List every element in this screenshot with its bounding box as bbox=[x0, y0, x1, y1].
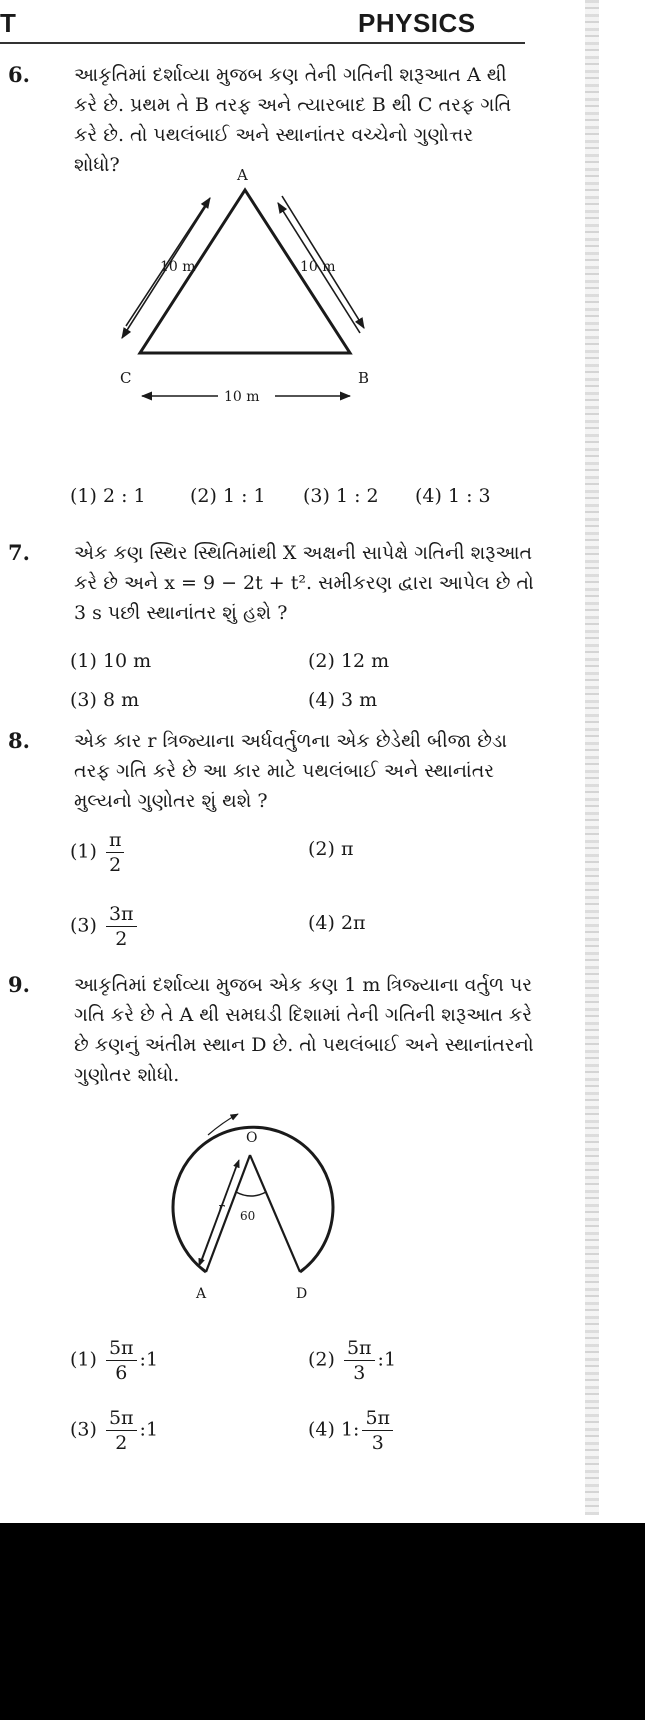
page-subject-title: PHYSICS bbox=[358, 8, 476, 38]
fraction-denominator: 6 bbox=[115, 1362, 128, 1384]
q8-option-4[interactable]: (4) 2π bbox=[308, 912, 366, 934]
fraction-denominator: 2 bbox=[115, 928, 128, 950]
q6-option-4[interactable]: (4) 1 : 3 bbox=[415, 485, 491, 507]
point-a-label: A bbox=[196, 1286, 207, 1302]
q9-option-3[interactable] bbox=[70, 1406, 158, 1455]
side-right-label: 10 m bbox=[300, 259, 336, 275]
point-d-label: D bbox=[296, 1286, 308, 1302]
q7-text: એક કણ સ્થિર સ્થિતિમાંથી X અક્ષની સાપેક્ષે ગતિની શરૂઆત કરે છે અને x = 9 − 2t + t². સમીકરણ દ્વારા આપેલ છે તો 3 s પછી સ્થાનાંતર શું હશે ? bbox=[74, 542, 534, 624]
q7-option-4[interactable]: (4) 3 m bbox=[308, 689, 378, 711]
q9-option-1[interactable] bbox=[70, 1336, 158, 1385]
header-rule bbox=[0, 42, 525, 44]
ratio-suffix: :1 bbox=[139, 1348, 159, 1371]
q9-option-1-fraction bbox=[106, 1336, 137, 1385]
q9-option-2-label: (2) bbox=[308, 1348, 335, 1371]
fraction-numerator: π bbox=[106, 828, 125, 853]
q6-text: આકૃતિમાં દર્શાવ્યા મુજબ કણ તેની ગતિની શરૂઆત A થી કરે છે. પ્રથમ તે B તરફ અને ત્યારબાદ B થી C તરફ ગતિ કરે છે. તો પથલંબાઈ અને સ્થાનાંતર વચ્ચેનો ગુણોત્તર શોધો? bbox=[74, 64, 512, 176]
fraction-denominator: 3 bbox=[353, 1362, 366, 1384]
q9-option-2[interactable] bbox=[308, 1336, 396, 1385]
fraction-numerator: 5π bbox=[106, 1336, 137, 1361]
circle-arc bbox=[173, 1127, 333, 1272]
q6-option-3[interactable]: (3) 1 : 2 bbox=[303, 485, 379, 507]
page-edge-shadow bbox=[585, 0, 599, 1515]
fraction-numerator: 3π bbox=[106, 902, 137, 927]
q9-option-2-fraction bbox=[344, 1336, 375, 1385]
q9-option-3-label: (3) bbox=[70, 1418, 97, 1441]
vertex-b-label: B bbox=[358, 369, 370, 387]
radius-r-label: r bbox=[218, 1201, 225, 1216]
q8-option-2[interactable]: (2) π bbox=[308, 838, 354, 860]
angle-label: 60 bbox=[240, 1209, 256, 1223]
q8-option-1-label: (1) bbox=[70, 840, 97, 863]
fraction-numerator: 5π bbox=[344, 1336, 375, 1361]
side-bottom-label: 10 m bbox=[224, 389, 260, 405]
q8-option-3-label: (3) bbox=[70, 914, 97, 937]
q6-number: 6. bbox=[8, 62, 30, 87]
ratio-suffix: :1 bbox=[377, 1348, 397, 1371]
radius-od bbox=[250, 1155, 300, 1272]
q7-option-3[interactable]: (3) 8 m bbox=[70, 689, 140, 711]
q9-circle-figure bbox=[168, 1100, 388, 1310]
q9-option-1-label: (1) bbox=[70, 1348, 97, 1371]
q7-option-2[interactable]: (2) 12 m bbox=[308, 650, 390, 672]
ratio-prefix: 1: bbox=[340, 1418, 360, 1441]
q9-number: 9. bbox=[8, 972, 30, 997]
q8-option-3-fraction bbox=[106, 902, 137, 951]
fraction-numerator: 5π bbox=[362, 1406, 393, 1431]
q8-option-1[interactable] bbox=[70, 828, 127, 877]
q9-option-3-fraction bbox=[106, 1406, 137, 1455]
q6-option-1[interactable]: (1) 2 : 1 bbox=[70, 485, 146, 507]
q8-option-3[interactable] bbox=[70, 902, 140, 951]
vertex-c-label: C bbox=[120, 369, 132, 387]
bottom-black-band bbox=[0, 1523, 645, 1720]
q9-text: આકૃતિમાં દર્શાવ્યા મુજબ એક કણ 1 m ત્રિજ્યાના વર્તુળ પર ગતિ કરે છે તે A થી સમઘડી દિશામાં તેની ગતિની શરૂઆત કરે છે કણનું અંતીમ સ્થાન D છે. તો પથલંબાઈ અને સ્થાનાંતરનો ગુણોતર શોધો. bbox=[74, 974, 534, 1086]
q6-option-2[interactable]: (2) 1 : 1 bbox=[190, 485, 266, 507]
center-o-label: O bbox=[246, 1130, 258, 1146]
q7-number: 7. bbox=[8, 540, 30, 565]
q8-number: 8. bbox=[8, 728, 30, 753]
q9-option-4[interactable] bbox=[308, 1406, 396, 1455]
q9-option-4-fraction bbox=[362, 1406, 393, 1455]
fraction-denominator: 3 bbox=[371, 1432, 384, 1454]
angle-arc bbox=[236, 1192, 266, 1196]
fraction-denominator: 2 bbox=[109, 854, 122, 876]
fraction-denominator: 2 bbox=[115, 1432, 128, 1454]
fraction-numerator: 5π bbox=[106, 1406, 137, 1431]
vertex-a-label: A bbox=[237, 168, 248, 184]
ratio-suffix: :1 bbox=[139, 1418, 159, 1441]
side-left-label: 10 m bbox=[160, 259, 196, 275]
header-left-mark: T bbox=[0, 8, 16, 38]
q9-option-4-label: (4) bbox=[308, 1418, 335, 1441]
q6-triangle-figure bbox=[110, 168, 390, 443]
q7-option-1[interactable]: (1) 10 m bbox=[70, 650, 152, 672]
q8-option-1-fraction bbox=[106, 828, 125, 877]
q8-text: એક કાર r ત્રિજ્યાના અર્ધવર્તુળના એક છેડેથી બીજા છેડા તરફ ગતિ કરે છે આ કાર માટે પથલંબાઈ અને સ્થાનાંતર મુલ્યનો ગુણોતર શું થશે ? bbox=[74, 730, 507, 812]
